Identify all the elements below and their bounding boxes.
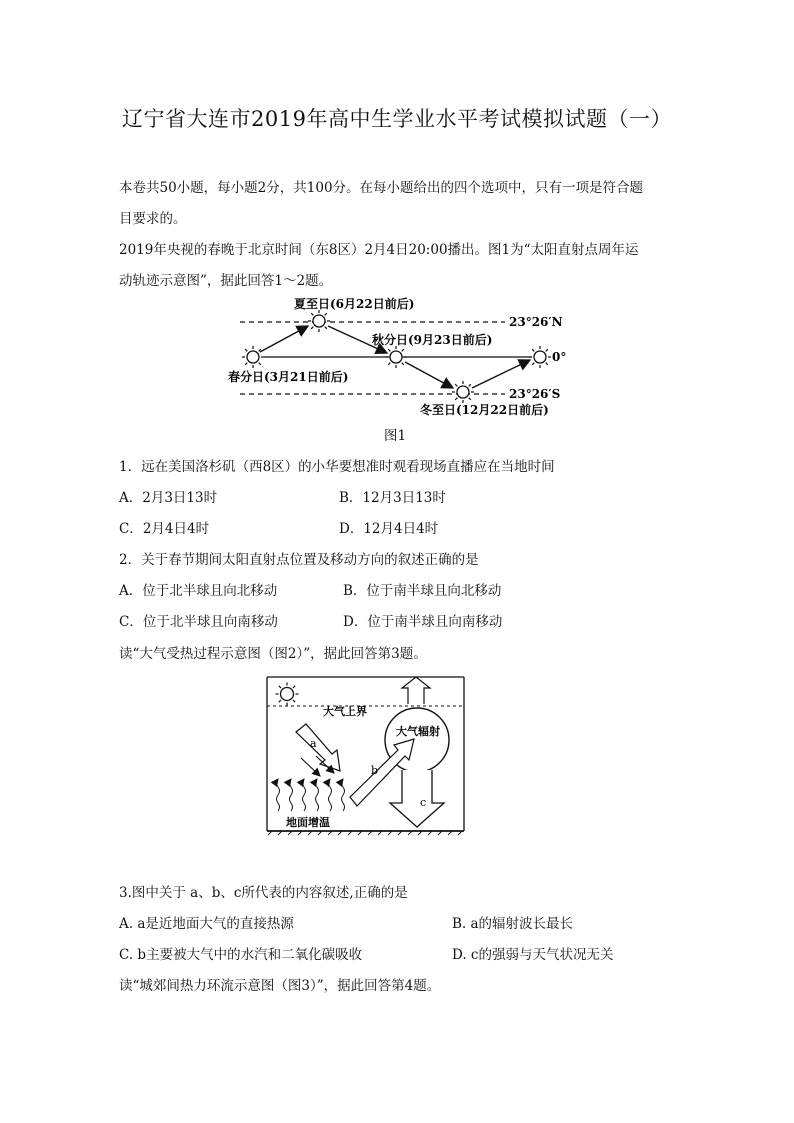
- label-atmospheric-radiation: 大气辐射: [396, 725, 440, 738]
- figure-2-atmospheric-heating: [266, 676, 466, 836]
- sun-icon: [529, 346, 551, 368]
- sun-icon: [308, 310, 330, 332]
- question-1-option-a: A．2月3日13时: [119, 490, 218, 506]
- question-2-stem: 2．关于春节期间太阳直射点位置及移动方向的叙述正确的是: [119, 552, 479, 568]
- label-equator: 0°: [552, 350, 567, 364]
- question-3-option-c: C. b主要被大气中的水汽和二氧化碳吸收: [119, 947, 363, 963]
- outgoing-radiation-arrow: [402, 677, 430, 704]
- label-summer-solstice: 夏至日(6月22日前后): [294, 297, 415, 311]
- question-2-option-d: D．位于南半球且向南移动: [343, 614, 503, 630]
- label-tropic-capricorn: 23°26′S: [509, 387, 561, 401]
- read-figure-2-instruction: 读“大气受热过程示意图（图2）”，据此回答第3题。: [119, 646, 427, 662]
- label-a: a: [310, 737, 317, 750]
- sun-icon: [452, 381, 474, 403]
- figure-1-caption: 图1: [384, 428, 407, 444]
- sun-icon: [242, 346, 264, 368]
- intro-line-4: 动轨迹示意图”，据此回答1～2题。: [119, 273, 333, 289]
- label-autumn-equinox: 秋分日(9月23日前后): [372, 333, 493, 347]
- label-ground-warming: 地面增温: [286, 816, 330, 829]
- label-b: b: [371, 764, 379, 777]
- intro-line-3: 2019年央视的春晚于北京时间（东8区）2月4日20:00播出。图1为“太阳直射点周年运: [119, 242, 639, 258]
- path-autumn-to-winter: [405, 362, 453, 388]
- question-3-option-b: B. a的辐射波长最长: [452, 916, 574, 932]
- label-tropic-cancer: 23°26′N: [509, 315, 563, 329]
- question-1-option-c: C．2月4日4时: [119, 521, 210, 537]
- question-1-option-b: B．12月3日13时: [339, 490, 446, 506]
- question-2-option-b: B．位于南半球且向北移动: [343, 583, 502, 599]
- intro-line-2: 目要求的。: [119, 211, 187, 227]
- question-3-option-d: D. c的强弱与天气状况无关: [452, 947, 614, 963]
- question-1-stem: 1．远在美国洛杉矶（西8区）的小华要想准时观看现场直播应在当地时间: [119, 459, 555, 475]
- label-spring-equinox: 春分日(3月21日前后): [228, 370, 349, 384]
- question-3-option-a: A. a是近地面大气的直接热源: [119, 916, 294, 932]
- label-c: c: [420, 796, 427, 809]
- question-2-option-c: C．位于北半球且向南移动: [119, 614, 278, 630]
- read-figure-3-instruction: 读“城郊间热力环流示意图（图3）”，据此回答第4题。: [119, 978, 441, 994]
- path-spring-to-summer: [260, 326, 308, 352]
- arrow-a-solar-radiation: [296, 724, 340, 771]
- question-1-option-d: D．12月4日4时: [339, 521, 439, 537]
- question-2-option-a: A．位于北半球且向北移动: [119, 583, 278, 599]
- question-3-stem: 3.图中关于 a、b、c所代表的内容叙述,正确的是: [119, 885, 408, 901]
- page-title: 辽宁省大连市2019年高中生学业水平考试模拟试题（一）: [122, 107, 672, 131]
- ground-heating-waves: [277, 779, 345, 811]
- arrow-c-counter-radiation: [390, 770, 444, 827]
- sun-icon: [276, 683, 299, 706]
- intro-line-1: 本卷共50小题，每小题2分，共100分。在每小题给出的四个选项中，只有一项是符合题: [119, 180, 644, 196]
- label-upper-boundary: 大气上界: [323, 705, 367, 718]
- path-winter-to-spring: [472, 360, 530, 388]
- label-winter-solstice: 冬至日(12月22日前后): [420, 403, 549, 417]
- figure-1-sun-path: [200, 290, 600, 430]
